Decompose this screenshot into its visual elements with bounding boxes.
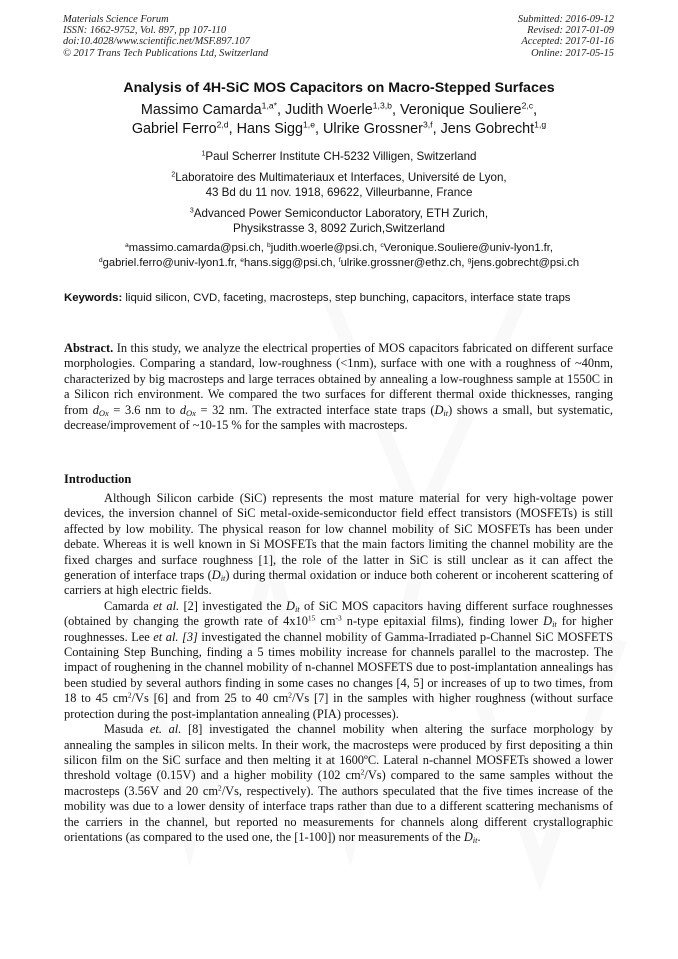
- date-submitted: Submitted: 2016-09-12: [517, 14, 614, 25]
- journal-name: Materials Science Forum: [63, 14, 169, 25]
- author-line: Gabriel Ferro$^{2,d}$, Hans Sigg$^{1,e}$, Ulrike Grossner$^{3,f}$, Jens Gobrecht$^{1,g}$: [131, 119, 547, 137]
- author-affil: 3,f: [422, 119, 433, 130]
- author-name: Jens Gobrecht: [440, 121, 535, 137]
- email-line: $^d$gabriel.ferro@univ-lyon1.fr, $^e$hans.sigg@psi.ch, $^f$ulrike.grossner@ethz.ch, $^g$jens.gobrecht@psi.ch: [98, 256, 580, 269]
- author-name: Gabriel Ferro: [131, 121, 217, 137]
- author-name: Veronique Souliere: [399, 102, 522, 118]
- email-address: hans.sigg@psi.ch,: [243, 257, 339, 269]
- paper-title: Analysis of 4H-SiC MOS Capacitors on Macro-Stepped Surfaces: [123, 80, 555, 96]
- author-name: Massimo Camarda: [140, 102, 262, 118]
- date-online: Online: 2017-05-15: [531, 47, 614, 59]
- author-emails: [0, 241, 678, 271]
- journal-info: [63, 14, 268, 59]
- keywords: [64, 291, 613, 305]
- author-affil: 1,3,b: [372, 100, 392, 111]
- abstract-label: Abstract.: [64, 341, 114, 355]
- abstract: Abstract. In this study, we analyze the electrical properties of MOS capacitors fabricated on different surface morphologies. Comparing a standard, low-roughness (<1nm), surface with one with a roughness of ~40nm, characterized by big macrosteps and large terraces obtained by annealing a low-roughness sample at 1550C in a Silicon rich environment. We compared the two surfaces for different thermal oxide thicknesses, ranging from $d_{Ox} = 3.6$ nm to $d_{Ox} = 32$ nm. The extracted interface state traps $(D_{it})$ shows a small, but systematic, decrease/improvement of ~10-15 % for the samples with macrosteps.: [64, 341, 613, 433]
- keywords-label: Keywords:: [64, 292, 123, 304]
- section-heading: Introduction: [64, 472, 132, 486]
- email-address: gabriel.ferro@univ-lyon1.fr,: [102, 257, 241, 269]
- journal-copyright: © 2017 Trans Tech Publications Ltd, Switzerland: [63, 47, 269, 59]
- introduction-body: [64, 491, 613, 845]
- email-address: Veronique.Souliere@univ-lyon1.fr,: [383, 242, 553, 254]
- keywords-text: liquid silicon, CVD, faceting, macrosteps, step bunching, capacitors, interface state traps: [125, 292, 571, 304]
- author-name: Ulrike Grossner: [323, 121, 423, 137]
- journal-doi: doi:10.4028/www.scientific.net/MSF.897.107: [63, 36, 250, 48]
- email-address: massimo.camarda@psi.ch,: [128, 242, 267, 254]
- email-address: judith.woerle@psi.ch,: [270, 242, 381, 254]
- author-name: Judith Woerle: [285, 102, 373, 118]
- email-address: jens.gobrecht@psi.ch: [471, 257, 580, 269]
- date-revised: Revised: 2017-01-09: [527, 25, 614, 37]
- author-affil: 1,a*: [261, 100, 278, 111]
- paragraph: Masuda et. al. [8] investigated the channel mobility when altering the surface morphology by annealing the samples in silicon melts. In their work, the macrosteps were produced by first depositing a thin silicon film on the SiC surface and then melting it at 1600ºC. Lateral n-channel MOSFETs showed a lower threshold voltage (0.15V) and a higher mobility (102 $cm^2/Vs$) compared to the same samples without the macrosteps (3.56V and 20 $cm^2/Vs$, respectively). The authors speculated that the five times increase of the mobility was due to a lower density of interface traps rather than due to a different scattering mechanisms of the carriers in the channel, but reported no measurements for channels along different crystallographic orientations (as compared to the used one, the [1-100]) nor measurements of the $D_{it}$.: [64, 722, 614, 846]
- author-line: Massimo Camarda$^{1,a*}$, Judith Woerle$^{1,3,b}$, Veronique Souliere$^{2,c}$,: [140, 100, 538, 118]
- author-affil: 2,c: [521, 100, 534, 111]
- author-list: [0, 101, 678, 139]
- journal-issn: ISSN: 1662-9752, Vol. 897, pp 107-110: [63, 25, 227, 37]
- author-affil: 2,d: [216, 119, 229, 130]
- author-affil: 1,g: [534, 119, 547, 130]
- author-affil: 1,e: [303, 119, 316, 130]
- affiliation-3: $^3$Advanced Power Semiconductor Laboratory, ETH Zurich, Physikstrasse 3, 8092 Zurich,Switzerland: [189, 207, 489, 235]
- email-line: $^a$massimo.camarda@psi.ch, $^b$judith.woerle@psi.ch, $^c$Veronique.Souliere@univ-lyon1.fr,: [125, 241, 553, 254]
- paragraph: Although Silicon carbide (SiC) represents the most mature material for very high-voltage power devices, the inversion channel of SiC metal-oxide-semiconductor field effect transistors (MOSFETs) is still affected by low mobility. The physical reason for low channel mobility of SiC MOSFETs has been under debate. Whereas it is well known in Si MOSFETs that the main factors limiting the channel mobility are the fixed charges and surface roughness [1], the role of the latter in SiC is still unclear as it can affect the generation of interface traps $(D_{it})$ during thermal oxidation or induce both coherent or incoherent scattering of carriers at high electric fields.: [64, 491, 614, 598]
- paragraph: Camarda et al. [2] investigated the $D_{it}$ of SiC MOS capacitors having different surface roughnesses (obtained by changing the growth rate of $4x10^{15}$ $cm^{-3}$ n-type epitaxial films), finding lower $D_{it}$ for higher roughnesses. Lee et al. [3] investigated the channel mobility of Gamma-Irradiated p-Channel SiC MOSFETS Containing Step Bunching, finding a 5 times mobility increase for channels parallel to the macrostep. The impact of roughening in the channel mobility of n-channel MOSFETS due to post-implantation annealings has been studied by several authors finding in some cases no changes [4, 5] or increases of up to two times, from 18 to 45 $cm^2/Vs$ [6] and from 25 to 40 $cm^2/Vs$ [7] in the samples with higher roughness (without surface protection during the post-implantation annealing (PIA) processes).: [64, 598, 613, 721]
- author-name: Hans Sigg: [236, 121, 304, 137]
- affiliation-2: $^2$Laboratoire des Multimateriaux et Interfaces, Université de Lyon, 43 Bd du 11 nov. 1918, 69622, Villeurbanne, France: [171, 171, 507, 199]
- publication-dates: [518, 14, 614, 59]
- date-accepted: Accepted: 2017-01-16: [521, 36, 614, 48]
- email-address: ulrike.grossner@ethz.ch,: [340, 257, 468, 269]
- affiliation-1: $^1$Paul Scherrer Institute CH-5232 Villigen, Switzerland: [201, 150, 477, 163]
